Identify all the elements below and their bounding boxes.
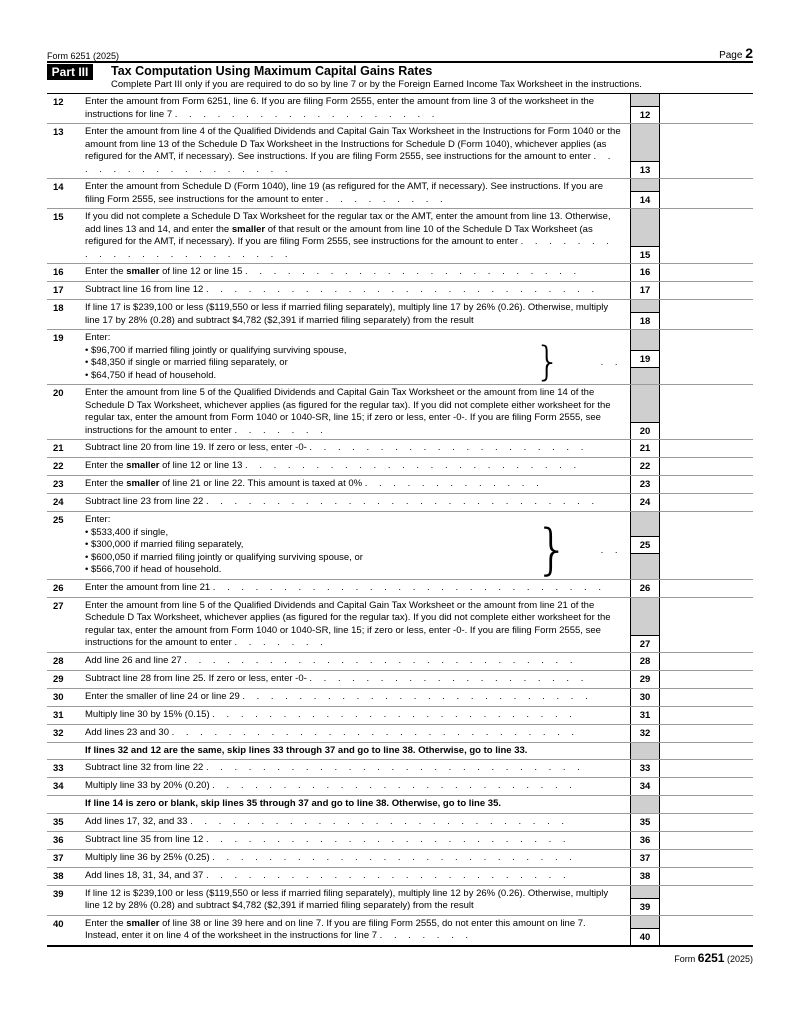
brace-icon: } — [535, 339, 561, 385]
instruction-note-2: If line 14 is zero or blank, skip lines 35 through 37 and go to line 38. Otherwise, go to line 35. — [47, 796, 753, 814]
line-20-amount[interactable] — [660, 385, 753, 439]
part-subtitle: Complete Part III only if you are required to do so by line 7 or by the Foreign Earned Income Tax Worksheet in the instructions. — [111, 79, 642, 90]
line-15-amount[interactable] — [660, 209, 753, 263]
form-page — [47, 44, 753, 965]
line-39-amount[interactable] — [660, 886, 753, 915]
line-27-amount[interactable] — [660, 598, 753, 652]
line-32-amount[interactable] — [660, 725, 753, 742]
line-16-amount[interactable] — [660, 264, 753, 281]
line-17-amount[interactable] — [660, 282, 753, 299]
line-29: 29 Subtract line 28 from line 25. If zero or less, enter -0- . . . . . . . . . . . . . . . . . . . . 29 — [47, 671, 753, 689]
line-21-amount[interactable] — [660, 440, 753, 457]
line-25-amount[interactable] — [660, 512, 753, 579]
page-number: Page 2 — [719, 45, 753, 61]
line-27: 27 Enter the amount from line 5 of the Qualified Dividends and Capital Gain Tax Worksheet or the amount from line 21 of the Schedule D Tax Worksheet, whichever applies (as figured for the regular tax). If you did not complete either worksheet for the regular tax, enter the amount from Form 1040 or 1040-SR, line 15; if zero or less, enter -0-. If you are filing Form 2555, see instructions for the amount to enter . . . . . . . 27 — [47, 598, 753, 653]
line-34-amount[interactable] — [660, 778, 753, 795]
line-24-amount[interactable] — [660, 494, 753, 511]
line-38: 38 Add lines 18, 31, 34, and 37 . . . . . . . . . . . . . . . . . . . . . . . . . . 38 — [47, 868, 753, 886]
part-header — [47, 63, 753, 94]
page-header — [47, 44, 753, 63]
line-32: 32 Add lines 23 and 30 . . . . . . . . . . . . . . . . . . . . . . . . . . . . . 32 — [47, 725, 753, 743]
line-35: 35 Add lines 17, 32, and 33 . . . . . . . . . . . . . . . . . . . . . . . . . . . 35 — [47, 814, 753, 832]
line-36-amount[interactable] — [660, 832, 753, 849]
line-21: 21 Subtract line 20 from line 19. If zero or less, enter -0- . . . . . . . . . . . . . . . . . . . . 21 — [47, 440, 753, 458]
line-40: 40 Enter the smaller of line 38 or line 39 here and on line 7. If you are filing Form 2555, do not enter this amount on line 7. Instead, enter it on line 4 of the worksheet in the instructions for line 7 . . . . . . . 40 — [47, 916, 753, 947]
line-19-amount[interactable] — [660, 330, 753, 384]
line-13: 13 Enter the amount from line 4 of the Qualified Dividends and Capital Gain Tax Worksheet in the Instructions for Form 1040 or the amount from line 13 of the Schedule D Tax Worksheet in the Instructions for Schedule D (Form 1040), whichever applies (as refigured for the AMT, if necessary). See instructions. If you are filing Form 2555, see instructions for the amount to enter . . . . . . . . . . . . . . . . . 13 — [47, 124, 753, 179]
line-38-amount[interactable] — [660, 868, 753, 885]
part-title: Tax Computation Using Maximum Capital Gains Rates — [111, 64, 433, 78]
form-id: Form 6251 (2025) — [47, 51, 120, 61]
line-40-amount[interactable] — [660, 916, 753, 945]
page-footer: Form 6251 (2025) — [674, 950, 753, 965]
line-36: 36 Subtract line 35 from line 12 . . . . . . . . . . . . . . . . . . . . . . . . . . 36 — [47, 832, 753, 850]
line-28-amount[interactable] — [660, 653, 753, 670]
brace-icon: } — [535, 518, 570, 582]
instruction-note-1: If lines 32 and 12 are the same, skip lines 33 through 37 and go to line 38. Otherwise, go to line 33. — [47, 743, 753, 761]
line-14-amount[interactable] — [660, 179, 753, 208]
line-37-amount[interactable] — [660, 850, 753, 867]
line-25: 25 Enter: • $533,400 if single, • $300,000 if married filing separately, • $600,050 if married filing jointly or qualifying surviving spouse, or • $566,700 if head of household. } . . 25 — [47, 512, 753, 580]
line-15: 15 If you did not complete a Schedule D Tax Worksheet for the regular tax or the AMT, enter the amount from line 13. Otherwise, add lines 13 and 14, and enter the smaller of that result or the amount from line 10 of the Schedule D Tax Worksheet (as refigured for the AMT, if necessary). If you are filing Form 2555, see instructions for the amount to enter . . . . . . . . . . . . . . . . . . . . . . 15 — [47, 209, 753, 264]
line-16: 16 Enter the smaller of line 12 or line 15 . . . . . . . . . . . . . . . . . . . . . . . . 16 — [47, 264, 753, 282]
line-39: 39 If line 12 is $239,100 or less ($119,550 or less if married filing separately), multiply line 12 by 26% (0.26). Otherwise, multiply line 12 by 28% (0.28) and subtract $4,782 ($2,391 if married filing separately) from the result 39 — [47, 886, 753, 916]
line-14: 14 Enter the amount from Schedule D (Form 1040), line 19 (as refigured for the AMT, if necessary). See instructions. If you are filing Form 2555, see instructions for the amount to enter . . . . . . . . . 14 — [47, 179, 753, 209]
line-12: 12 Enter the amount from Form 6251, line 6. If you are filing Form 2555, enter the amount from line 3 of the worksheet in the instructions for line 7 . . . . . . . . . . . . . . . . . . . 12 — [47, 94, 753, 124]
line-12-amount[interactable] — [660, 94, 753, 123]
line-17: 17 Subtract line 16 from line 12 . . . . . . . . . . . . . . . . . . . . . . . . . . . . 17 — [47, 282, 753, 300]
line-35-amount[interactable] — [660, 814, 753, 831]
part-label: Part III — [47, 64, 93, 80]
line-30: 30 Enter the smaller of line 24 or line 29 . . . . . . . . . . . . . . . . . . . . . . . . . 30 — [47, 689, 753, 707]
line-20: 20 Enter the amount from line 5 of the Qualified Dividends and Capital Gain Tax Worksheet or the amount from line 14 of the Schedule D Tax Worksheet, whichever applies (as figured for the regular tax). If you did not complete either worksheet for the regular tax, enter the amount from Form 1040 or 1040-SR, line 15; if zero or less, enter -0-. If you are filing Form 2555, see instructions for the amount to enter . . . . . . . 20 — [47, 385, 753, 440]
line-18-amount[interactable] — [660, 300, 753, 329]
line-22: 22 Enter the smaller of line 12 or line 13 . . . . . . . . . . . . . . . . . . . . . . . . 22 — [47, 458, 753, 476]
line-30-amount[interactable] — [660, 689, 753, 706]
line-26: 26 Enter the amount from line 21 . . . . . . . . . . . . . . . . . . . . . . . . . . . . 26 — [47, 580, 753, 598]
line-29-amount[interactable] — [660, 671, 753, 688]
line-19: 19 Enter: • $96,700 if married filing jointly or qualifying surviving spouse, • $48,350 if single or married filing separately, or • $64,750 if head of household. } . . 19 — [47, 330, 753, 385]
line-23: 23 Enter the smaller of line 21 or line 22. This amount is taxed at 0% . . . . . . . . . . . . . 23 — [47, 476, 753, 494]
line-31: 31 Multiply line 30 by 15% (0.15) . . . . . . . . . . . . . . . . . . . . . . . . . . 31 — [47, 707, 753, 725]
line-34: 34 Multiply line 33 by 20% (0.20) . . . . . . . . . . . . . . . . . . . . . . . . . . 34 — [47, 778, 753, 796]
line-18: 18 If line 17 is $239,100 or less ($119,550 or less if married filing separately), multiply line 17 by 26% (0.26). Otherwise, multiply line 17 by 28% (0.28) and subtract $4,782 ($2,391 if married filing separately) from the result 18 — [47, 300, 753, 330]
line-33-amount[interactable] — [660, 760, 753, 777]
line-31-amount[interactable] — [660, 707, 753, 724]
line-33: 33 Subtract line 32 from line 22 . . . . . . . . . . . . . . . . . . . . . . . . . . . 33 — [47, 760, 753, 778]
line-22-amount[interactable] — [660, 458, 753, 475]
line-24: 24 Subtract line 23 from line 22 . . . . . . . . . . . . . . . . . . . . . . . . . . . . 24 — [47, 494, 753, 512]
line-28: 28 Add line 26 and line 27 . . . . . . . . . . . . . . . . . . . . . . . . . . . . 28 — [47, 653, 753, 671]
line-23-amount[interactable] — [660, 476, 753, 493]
line-26-amount[interactable] — [660, 580, 753, 597]
line-37: 37 Multiply line 36 by 25% (0.25) . . . . . . . . . . . . . . . . . . . . . . . . . . 37 — [47, 850, 753, 868]
line-13-amount[interactable] — [660, 124, 753, 178]
